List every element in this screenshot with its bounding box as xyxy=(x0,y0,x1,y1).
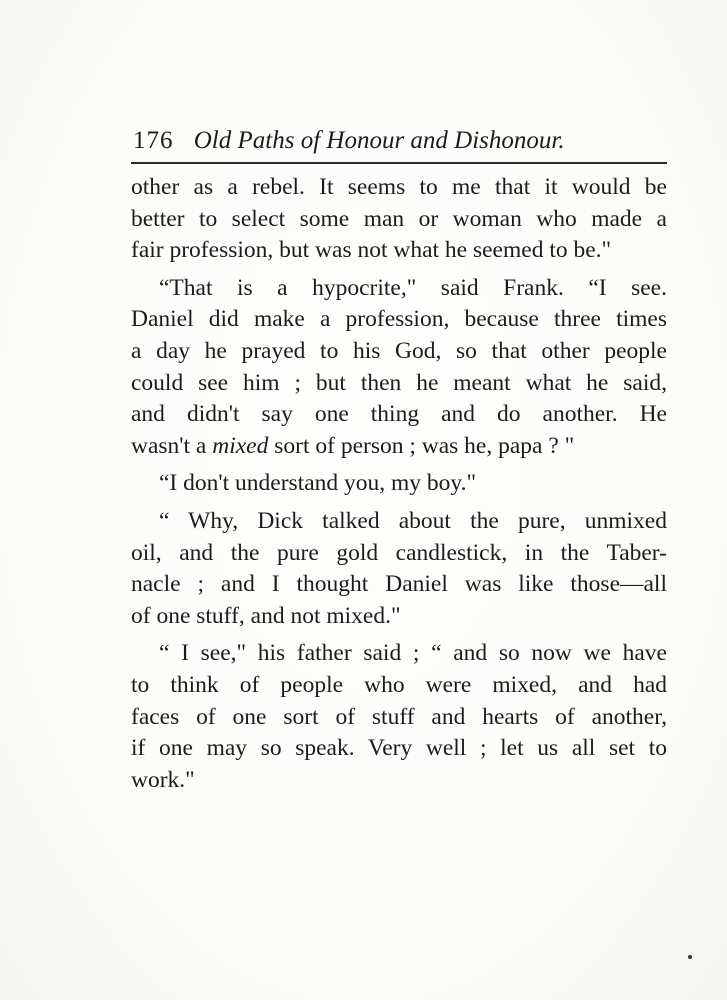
text-line: faces of one sort of stuff and hearts of another, xyxy=(131,703,667,730)
text-line xyxy=(131,431,667,463)
text-line: to think of people who were mixed, and had xyxy=(131,671,667,698)
paragraph xyxy=(131,273,667,463)
body-text xyxy=(131,172,667,796)
text-line: and didn't say one thing and do another. He xyxy=(131,401,667,428)
text-line: Daniel did make a profession, because three times xyxy=(131,306,667,333)
paragraph xyxy=(131,638,667,796)
header-rule xyxy=(131,162,667,164)
ink-speck xyxy=(688,955,692,959)
text-line: “ I see," his father said ; “ and so now we have xyxy=(159,640,667,667)
page-header xyxy=(133,124,669,158)
text-line: oil, and the pure gold candlestick, in the Taber- xyxy=(131,539,667,566)
emphasized-word: mixed xyxy=(212,432,269,459)
text-line: other as a rebel. It seems to me that it would be xyxy=(131,174,667,200)
text-line: “ Why, Dick talked about the pure, unmixed xyxy=(159,507,667,534)
text-line: fair profession, but was not what he seemed to be." xyxy=(131,237,612,264)
text-line: could see him ; but then he meant what he said, xyxy=(131,369,667,396)
text-line: “I don't understand you, my boy." xyxy=(159,470,477,497)
text-line: if one may so speak. Very well ; let us all set to xyxy=(131,735,667,762)
paragraph xyxy=(131,506,667,632)
text-line: better to select some man or woman who made a xyxy=(131,205,667,232)
paragraph xyxy=(131,468,667,500)
text-run: wasn't a xyxy=(131,432,213,459)
text-line: of one stuff, and not mixed." xyxy=(131,602,401,629)
page-number: 176 xyxy=(133,127,174,154)
text-run: sort of person ; was he, papa ? " xyxy=(268,432,575,459)
text-line: work." xyxy=(131,766,195,793)
text-line: nacle ; and I thought Daniel was like those—all xyxy=(131,571,667,598)
running-title: Old Paths of Honour and Dishonour. xyxy=(193,127,565,154)
text-line: “That is a hypocrite," said Frank. “I see. xyxy=(159,274,667,301)
text-line: a day he prayed to his God, so that other people xyxy=(131,337,667,364)
paragraph xyxy=(131,172,667,267)
